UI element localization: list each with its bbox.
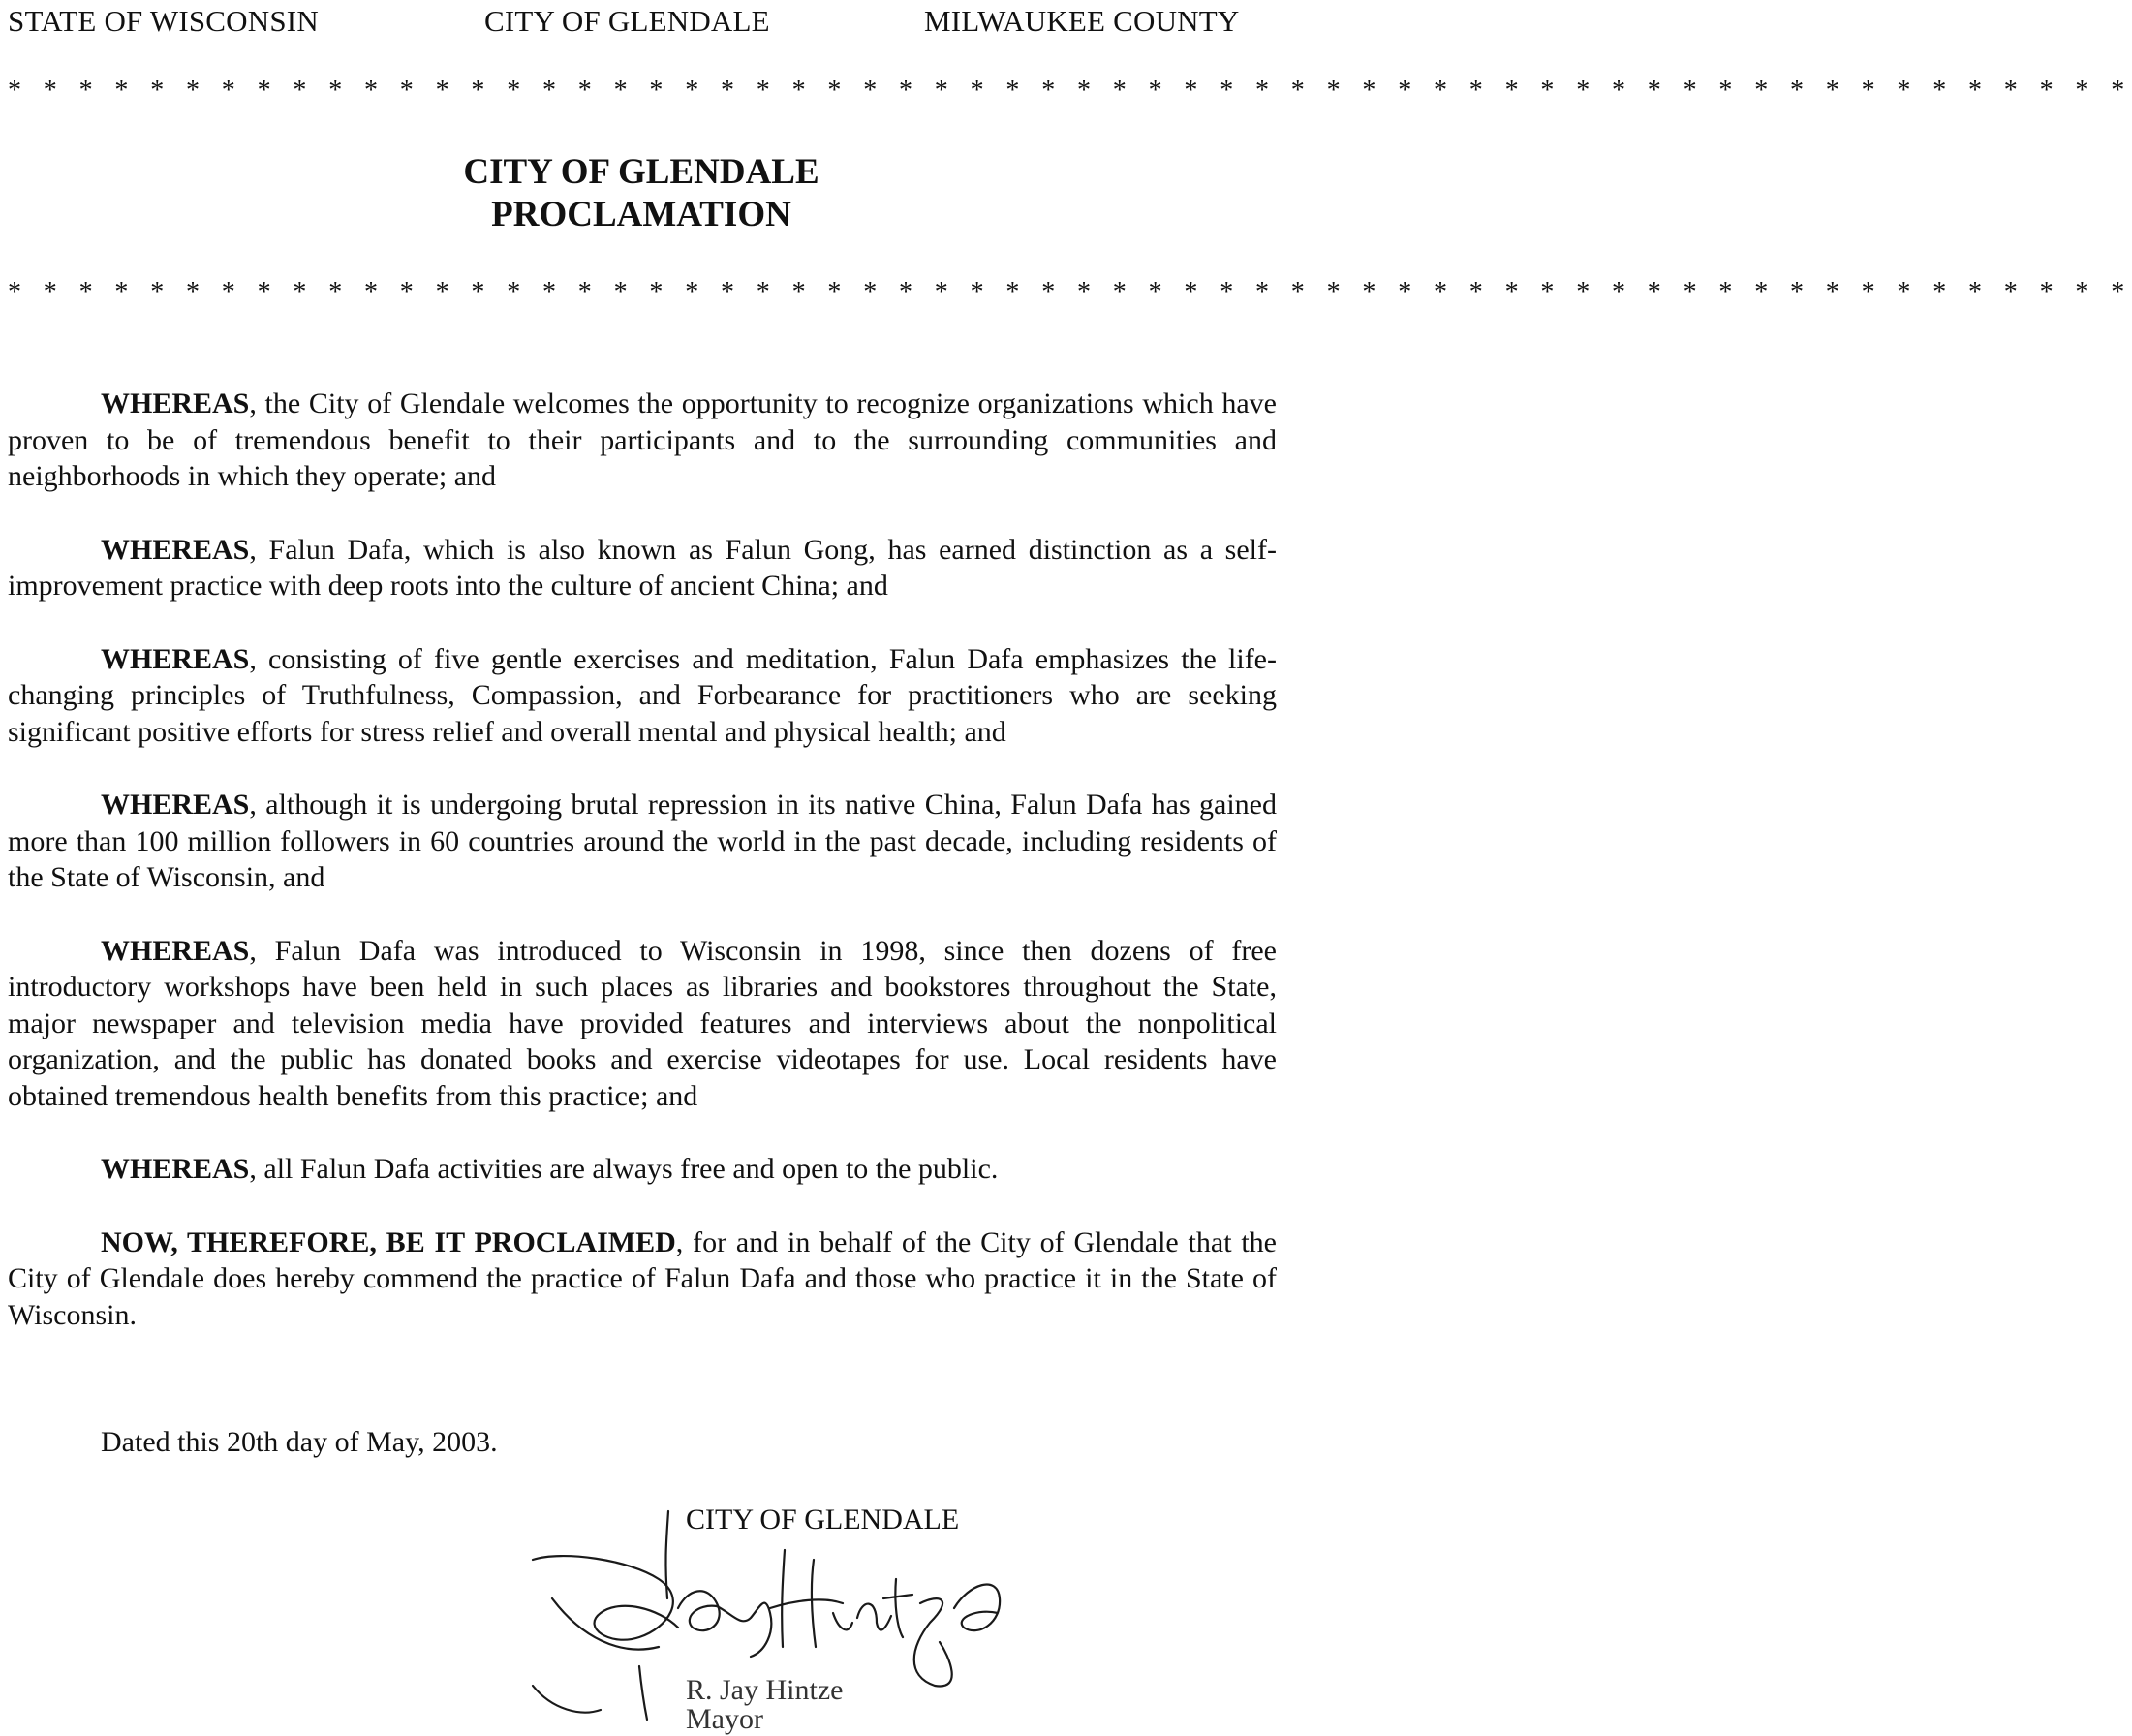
header-state: STATE OF WISCONSIN [8, 4, 319, 38]
signature-stroke [533, 1556, 678, 1640]
paragraph-lead: WHEREAS [101, 533, 250, 566]
whereas-paragraph-2 [8, 532, 1277, 604]
paragraph-text: , consisting of five gentle exercises and meditation, Falun Dafa emphasizes the life-changing principles of Truthfulness, Compassion, and Forbearance for practitioners who are seeking significant positive efforts for stress relief and overall mental and physical health; and [8, 642, 1277, 748]
whereas-paragraph-6 [8, 1151, 1277, 1188]
title-line-2: PROCLAMATION [491, 195, 791, 234]
signature-stroke [954, 1585, 1000, 1631]
header-county: MILWAUKEE COUNTY [924, 4, 1240, 38]
page-title [0, 151, 1282, 236]
proclamation-paragraph [8, 1224, 1277, 1334]
paragraph-text: , all Falun Dafa activities are always free and open to the public. [249, 1153, 999, 1185]
separator-top: * * * * * * * * * * * * * * * * * * * * * * * * * * * * * * * * * * * * * * * * * * * * * * * * * * * * * * * * * * * * [8, 76, 2132, 106]
signature-stroke [782, 1550, 785, 1647]
paragraph-lead: WHEREAS [101, 388, 250, 419]
signature-organization: CITY OF GLENDALE [686, 1504, 960, 1535]
signature-stroke [678, 1591, 720, 1630]
paragraph-lead: WHEREAS [101, 1153, 250, 1185]
signatory-title: Mayor [686, 1703, 763, 1735]
whereas-paragraph-3 [8, 641, 1277, 751]
signature-stroke [717, 1603, 771, 1657]
proclamation-body [8, 386, 1277, 1370]
header-city: CITY OF GLENDALE [484, 4, 770, 38]
paragraph-text: , Falun Dafa, which is also known as Falun Gong, has earned distinction as a self-improvement practice with deep roots into the culture of ancient China; and [8, 533, 1277, 602]
signature-stroke [639, 1666, 647, 1720]
signature-stroke [833, 1613, 852, 1629]
paragraph-text: , although it is undergoing brutal repression in its native China, Falun Dafa has gained more than 100 million followers in 60 countries around the world in the past decade, including residents of the State of Wisconsin, and [8, 789, 1277, 893]
signature-stroke [533, 1686, 601, 1713]
signature-stroke [552, 1598, 659, 1650]
date-line: Dated this 20th day of May, 2003. [101, 1426, 498, 1458]
signature-block [523, 1492, 1066, 1735]
paragraph-lead: WHEREAS [101, 642, 250, 675]
signatory-name: R. Jay Hintze [686, 1674, 844, 1706]
paragraph-lead: WHEREAS [101, 934, 250, 967]
handwritten-signature [523, 1492, 1066, 1723]
whereas-paragraph-1 [8, 386, 1277, 495]
signature-stroke [883, 1579, 912, 1637]
paragraph-text: , Falun Dafa was introduced to Wisconsin in 1998, since then dozens of free introductory workshops have been held in such places as libraries and bookstores throughout the State, major newspaper and television media have provided features and interviews about the nonpolitical organization, and the public has donated books and exercise videotapes for use. Local residents have obtained tremendous health benefits from this practice; and [8, 934, 1277, 1112]
whereas-paragraph-5 [8, 933, 1277, 1115]
paragraph-text: , the City of Glendale welcomes the opportunity to recognize organizations which have proven to be of tremendous benefit to their participants and to the surrounding communities and neighborhoods in which they operate; and [8, 388, 1277, 492]
signature-stroke [914, 1598, 952, 1686]
signature-stroke [857, 1604, 891, 1630]
title-line-1: CITY OF GLENDALE [463, 152, 819, 192]
separator-bottom: * * * * * * * * * * * * * * * * * * * * * * * * * * * * * * * * * * * * * * * * * * * * * * * * * * * * * * * * * * * * [8, 277, 2132, 307]
paragraph-lead: NOW, THEREFORE, BE IT PROCLAIMED [101, 1225, 676, 1258]
paragraph-lead: WHEREAS [101, 789, 250, 821]
whereas-paragraph-4 [8, 787, 1277, 896]
signature-stroke [812, 1560, 816, 1647]
document-header [8, 4, 1277, 43]
paragraph-text: , for and in behalf of the City of Glendale that the City of Glendale does hereby commend the practice of Falun Dafa and those who practice it in the State of Wisconsin. [8, 1225, 1277, 1331]
